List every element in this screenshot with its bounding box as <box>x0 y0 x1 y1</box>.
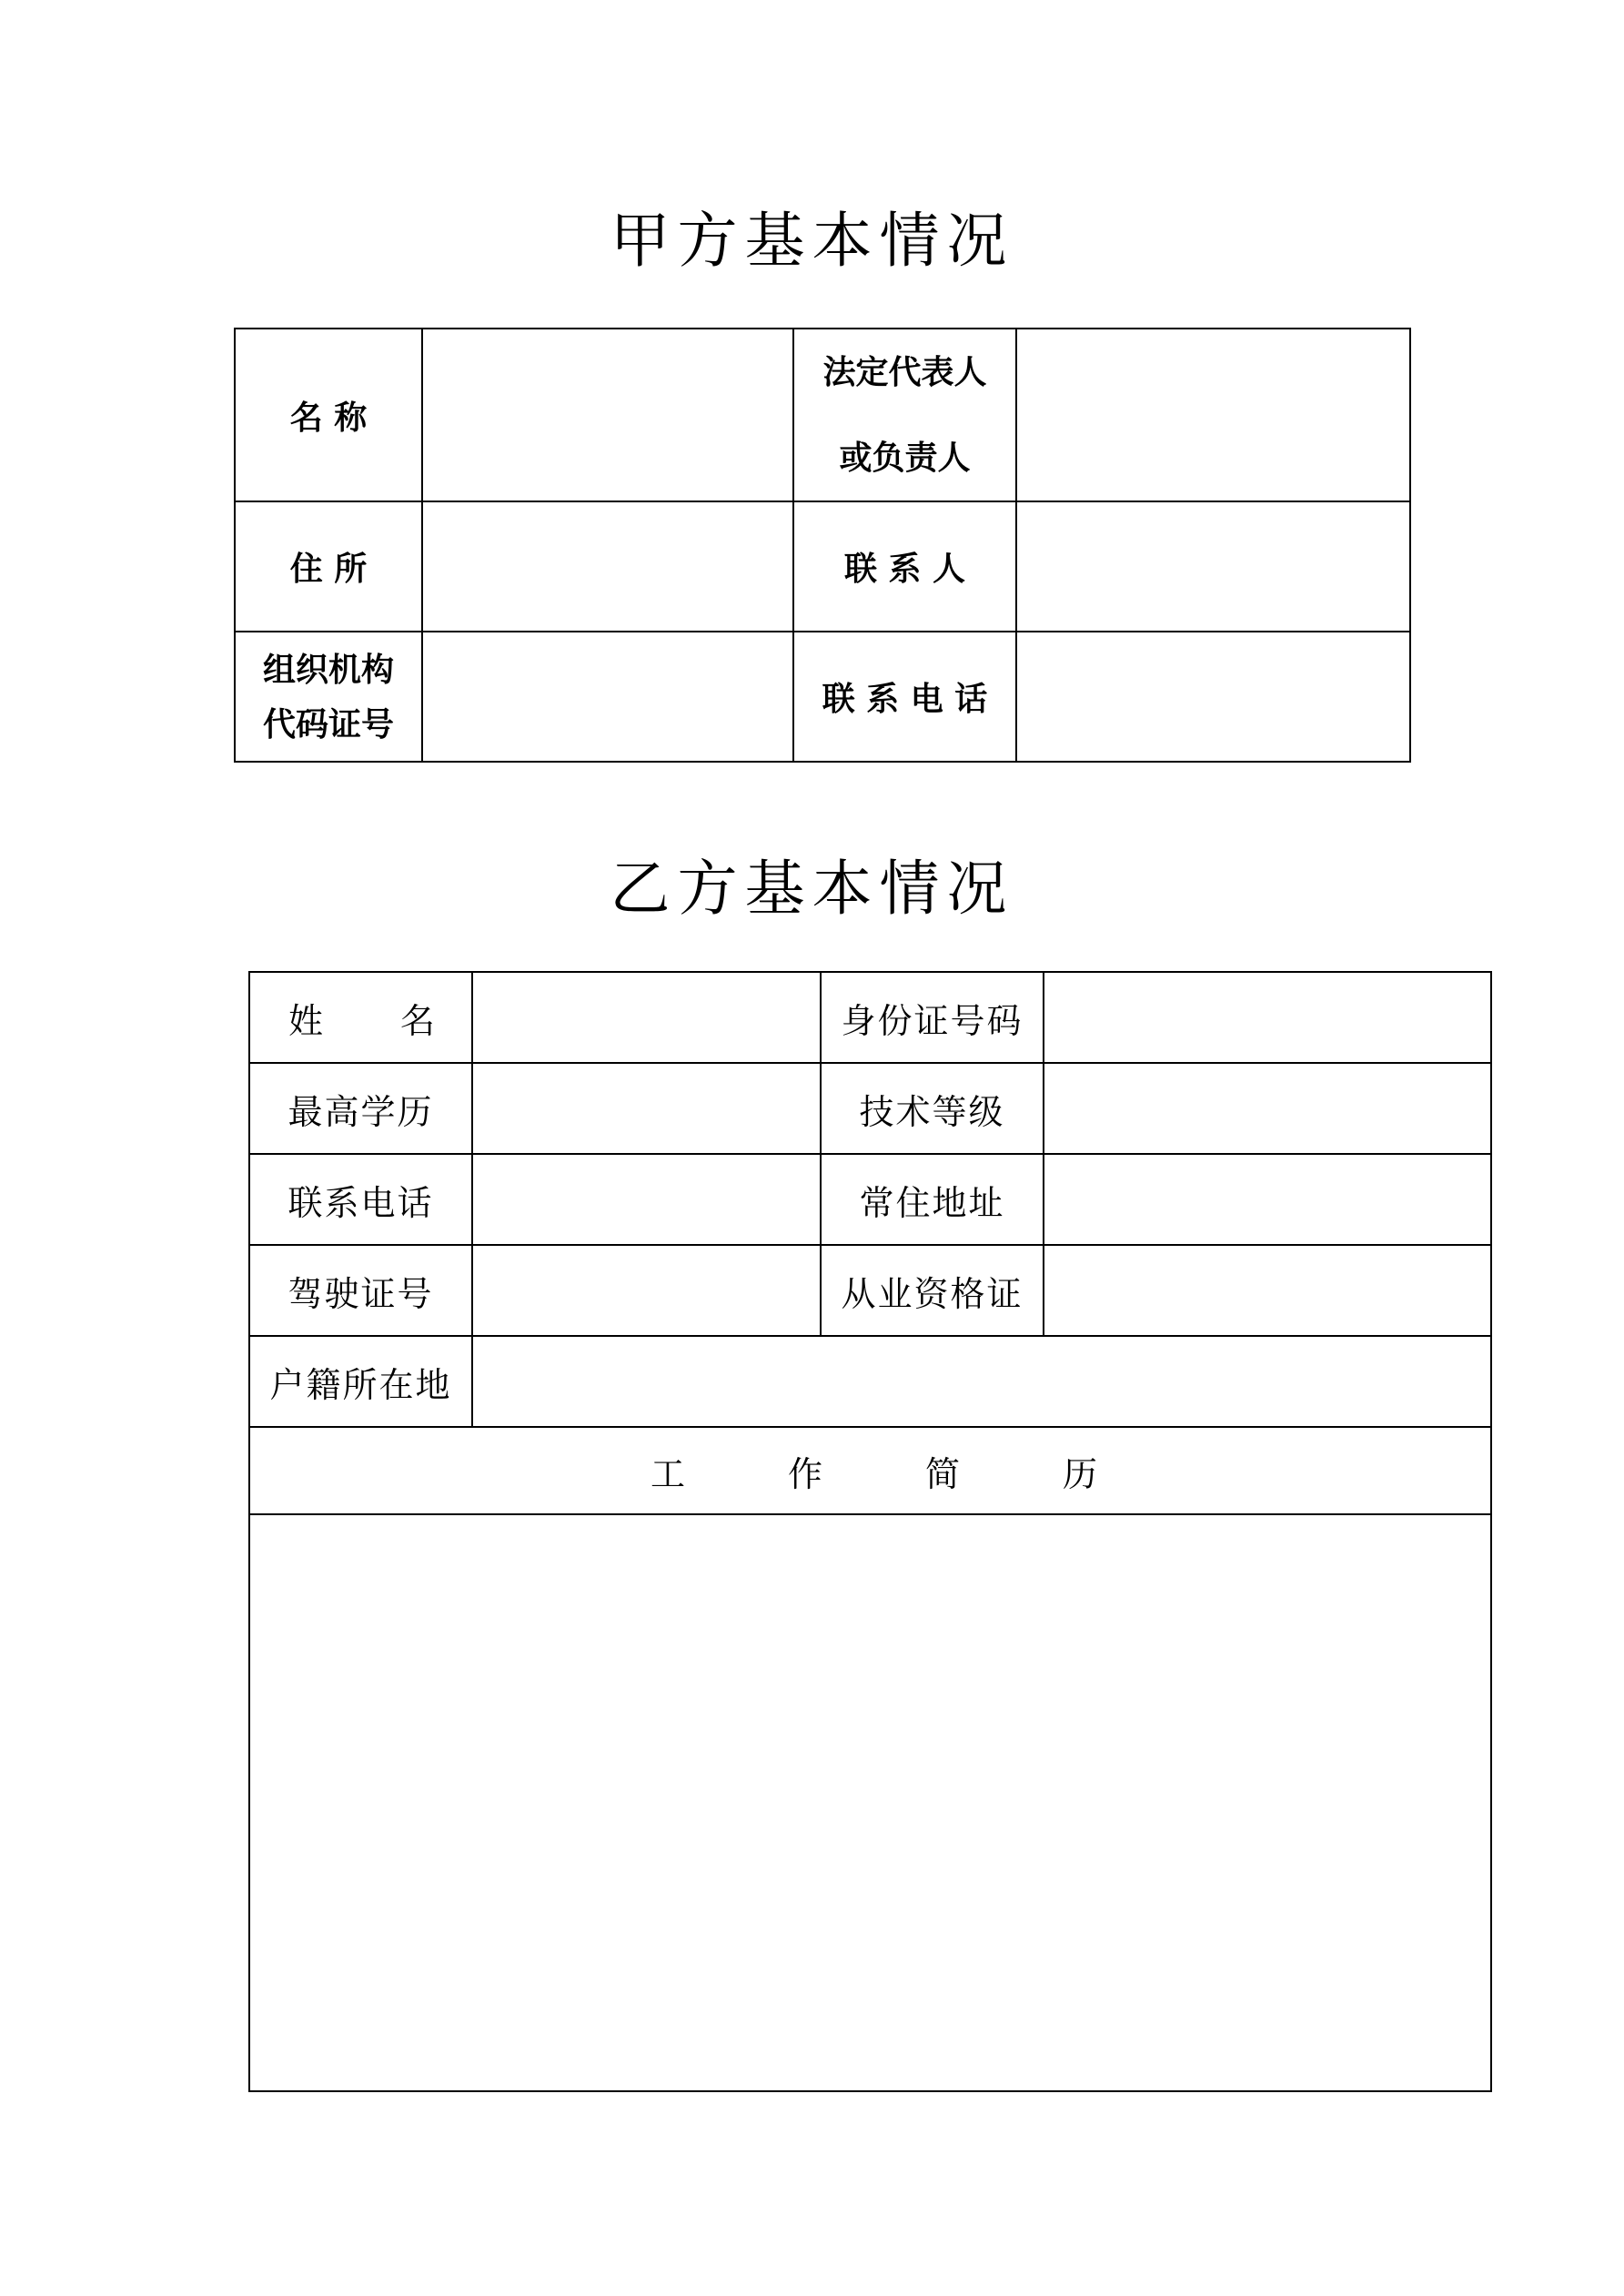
household-label: 户籍所在地 <box>249 1336 472 1427</box>
legal-rep-field[interactable] <box>1016 329 1410 501</box>
party-b-table <box>248 971 1492 2092</box>
phone-label: 联 系 电 话 <box>793 632 1016 762</box>
resume-header-char-3: 简 <box>924 1453 962 1494</box>
resume-header-char-4: 历 <box>1062 1453 1099 1494</box>
name-label: 名 称 <box>235 329 422 501</box>
resume-header-char-2: 作 <box>787 1453 824 1494</box>
id-number-label: 身份证号码 <box>821 972 1044 1063</box>
resume-header-char-1: 工 <box>651 1453 688 1494</box>
org-code-label <box>235 632 422 762</box>
name-field[interactable] <box>422 329 793 501</box>
org-code-label-line1: 组织机构 <box>262 650 394 689</box>
residence-label: 常住地址 <box>821 1154 1044 1245</box>
b-name-field[interactable] <box>472 972 821 1063</box>
household-field[interactable] <box>472 1336 1491 1427</box>
license-label: 驾驶证号 <box>249 1245 472 1336</box>
b-name-label-char-2: 名 <box>399 1000 437 1041</box>
org-code-field[interactable] <box>422 632 793 762</box>
party-b-title: 乙方基本情况 <box>610 854 1014 924</box>
contact-person-label: 联 系 人 <box>793 501 1016 632</box>
org-code-label-line2: 代码证号 <box>262 704 394 743</box>
tech-level-field[interactable] <box>1044 1063 1491 1154</box>
qualification-label: 从业资格证 <box>821 1245 1044 1336</box>
residence-field[interactable] <box>1044 1154 1491 1245</box>
legal-rep-label-line1: 法定代表人 <box>822 353 987 391</box>
phone-field[interactable] <box>1016 632 1410 762</box>
contact-person-field[interactable] <box>1016 501 1410 632</box>
resume-header <box>249 1427 1491 1514</box>
id-number-field[interactable] <box>1044 972 1491 1063</box>
address-field[interactable] <box>422 501 793 632</box>
license-field[interactable] <box>472 1245 821 1336</box>
b-name-label-char-1: 姓 <box>288 1000 326 1041</box>
legal-rep-label <box>793 329 1016 501</box>
qualification-field[interactable] <box>1044 1245 1491 1336</box>
education-label: 最高学历 <box>249 1063 472 1154</box>
b-phone-label: 联系电话 <box>249 1154 472 1245</box>
party-a-title: 甲方基本情况 <box>610 206 1014 276</box>
legal-rep-label-line2: 或负责人 <box>839 439 971 477</box>
address-label: 住 所 <box>235 501 422 632</box>
b-name-label <box>249 972 472 1063</box>
education-field[interactable] <box>472 1063 821 1154</box>
b-phone-field[interactable] <box>472 1154 821 1245</box>
party-a-table <box>234 328 1411 763</box>
resume-field[interactable] <box>249 1514 1491 2091</box>
tech-level-label: 技术等级 <box>821 1063 1044 1154</box>
